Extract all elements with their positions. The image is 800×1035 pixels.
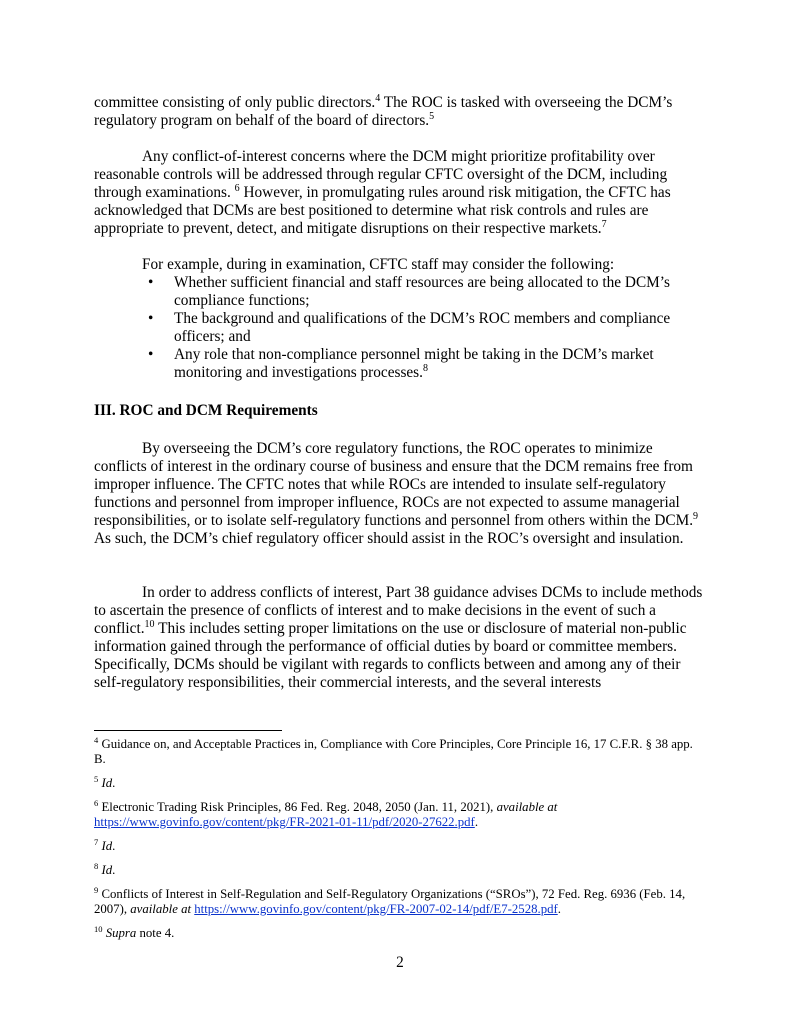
paragraph-text: However, in promulgating rules around risk mitigation, the CFTC has acknowledged that DCMs are best positioned to determine what risk controls and rules are appropriate to prevent, detect, and mitigate disruptions on their respective markets. xyxy=(94,184,671,237)
footnote-link[interactable]: https://www.govinfo.gov/content/pkg/FR-2021-01-11/pdf/2020-27622.pdf xyxy=(94,815,475,829)
footnote-separator xyxy=(94,730,282,731)
footnote-5 xyxy=(94,776,706,791)
footnote-4 xyxy=(94,737,706,767)
list-item-text: Whether sufficient financial and staff resources are being allocated to the DCM’s compliance functions; xyxy=(174,274,670,309)
footnote-text: Conflicts of Interest in Self-Regulation and Self-Regulatory Organizations (“SROs”), 72 Fed. Reg. 6936 (Feb. 14, 2007), xyxy=(94,887,686,916)
footnote-italic: Id xyxy=(101,863,113,877)
footnote-number: 5 xyxy=(94,774,99,784)
footnote-text: . xyxy=(112,839,116,853)
paragraph-text: Any conflict-of-interest concerns where the DCM might prioritize profitability over reasonable controls will be addressed through regular CFTC oversight of the DCM, including through examinations. xyxy=(94,148,668,201)
bullet-icon: • xyxy=(148,274,154,291)
list-item-text: The background and qualifications of the DCM’s ROC members and compliance officers; and xyxy=(174,310,671,345)
paragraph-text: This includes setting proper limitations on the use or disclosure of material non-public information gained through the performance of official duties by board or committee members. Specifically, DCMs should be vigilant with regards to conflicts between and among any of their self-regulatory responsibilities, their commercial interests, and the several interests xyxy=(94,620,687,691)
list-item xyxy=(94,274,706,310)
footnote-ref-4[interactable]: 4 xyxy=(375,93,381,104)
footnote-italic: available at xyxy=(130,902,192,916)
list-item xyxy=(94,310,706,346)
paragraph-examination-list xyxy=(94,256,706,382)
page-number: 2 xyxy=(396,954,404,971)
footnote-ref-7[interactable]: 7 xyxy=(601,219,607,230)
list-intro: For example, during in examination, CFTC staff may consider the following: xyxy=(142,256,615,273)
bullet-icon: • xyxy=(148,310,154,327)
footnotes xyxy=(94,737,706,950)
footnote-ref-5[interactable]: 5 xyxy=(429,111,435,122)
footnote-italic: Id xyxy=(101,776,113,790)
footnote-text: note 4. xyxy=(136,926,175,940)
footnote-ref-6[interactable]: 6 xyxy=(234,183,240,194)
paragraph-text: committee consisting of only public directors. xyxy=(94,94,376,111)
footnote-italic: Id xyxy=(101,839,113,853)
paragraph-text: By overseeing the DCM’s core regulatory functions, the ROC operates to minimize conflicts of interest in the ordinary course of business and ensure that the DCM remains free from improper influence. The CFTC notes that while ROCs are intended to insulate self-regulatory functions and personnel from improper influence, ROCs are not expected to assume managerial responsibilities, or to isolate self-regulatory functions and personnel from others within the DCM. xyxy=(94,440,694,529)
bullet-list xyxy=(94,274,706,382)
footnote-text: Guidance on, and Acceptable Practices in, Compliance with Core Principles, Core Principle 16, 17 C.F.R. § 38 app. B. xyxy=(94,737,693,766)
bullet-icon: • xyxy=(148,346,154,363)
section-heading: III. ROC and DCM Requirements xyxy=(94,402,318,419)
footnote-text: . xyxy=(557,902,561,916)
paragraph-roc-oversight xyxy=(94,440,706,548)
paragraph-text: In order to address conflicts of interest, Part 38 guidance advises DCMs to include methods to ascertain the presence of conflicts of interest and to make decisions in the event of such a conflict. xyxy=(94,584,703,637)
footnote-italic: Supra xyxy=(105,926,137,940)
paragraph-roc-committee xyxy=(94,94,706,130)
footnote-number: 10 xyxy=(94,924,103,934)
paragraph-text: The ROC is tasked with overseeing the DCM’s regulatory program on behalf of the board of directors. xyxy=(94,94,673,129)
footnote-ref-8[interactable]: 8 xyxy=(422,363,428,374)
paragraph-part38-guidance xyxy=(94,584,706,692)
footnote-text: . xyxy=(474,815,479,829)
footnote-6 xyxy=(94,800,706,830)
list-item-text: Any role that non-compliance personnel might be taking in the DCM’s market monitoring and investigations processes. xyxy=(174,346,654,381)
footnote-link[interactable]: https://www.govinfo.gov/content/pkg/FR-2007-02-14/pdf/E7-2528.pdf xyxy=(194,902,558,916)
footnote-number: 9 xyxy=(94,885,99,895)
footnote-number: 8 xyxy=(94,861,99,871)
footnote-ref-9[interactable]: 9 xyxy=(693,511,699,522)
footnote-9 xyxy=(94,887,706,917)
footnote-10 xyxy=(94,926,706,941)
footnote-text: . xyxy=(112,863,116,877)
footnote-italic: available at xyxy=(496,800,558,814)
paragraph-text: As such, the DCM’s chief regulatory officer should assist in the ROC’s oversight and insulation. xyxy=(94,530,684,547)
footnote-text: Electronic Trading Risk Principles, 86 Fed. Reg. 2048, 2050 (Jan. 11, 2021), xyxy=(98,800,497,814)
footnote-8 xyxy=(94,863,706,878)
footnote-number: 4 xyxy=(94,735,99,745)
footnote-number: 6 xyxy=(94,798,99,808)
paragraph-conflict-of-interest xyxy=(94,148,706,238)
list-item xyxy=(94,346,706,382)
footnote-number: 7 xyxy=(94,837,99,847)
footnote-ref-10[interactable]: 10 xyxy=(144,619,155,630)
footnote-7 xyxy=(94,839,706,854)
footnote-text: . xyxy=(112,776,116,790)
